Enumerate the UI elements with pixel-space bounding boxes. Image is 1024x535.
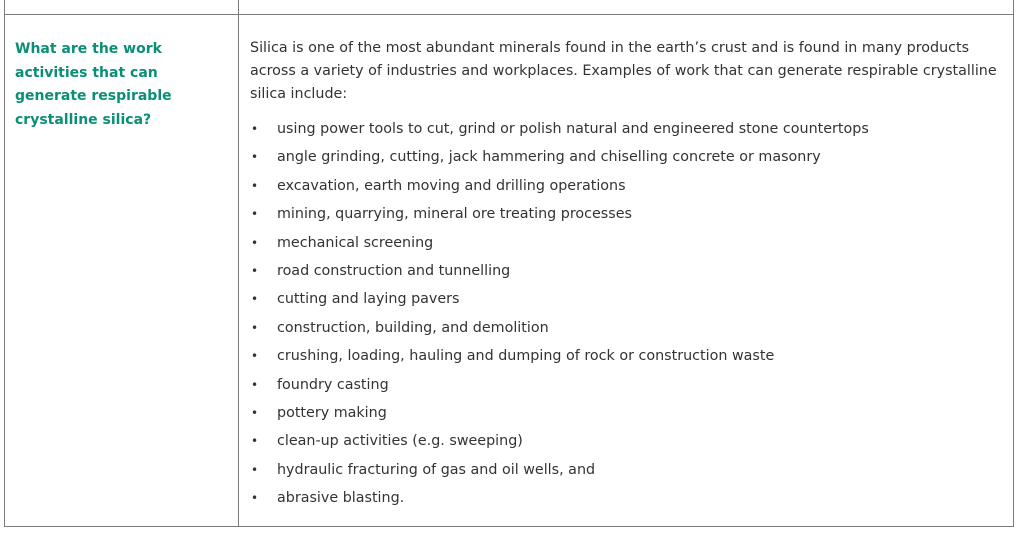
bullet-icon: • — [251, 122, 259, 136]
bullet-icon: • — [251, 292, 259, 307]
column-divider — [238, 0, 239, 527]
list-item — [250, 231, 869, 259]
activity-text: mechanical screening — [277, 234, 434, 251]
bullet-icon: • — [251, 320, 259, 335]
list-item — [250, 429, 869, 457]
activity-text: mining, quarrying, mineral ore treating processes — [277, 206, 632, 223]
bullet-icon: • — [251, 207, 259, 222]
bullet-icon: • — [251, 434, 259, 449]
bullet-icon: • — [251, 150, 259, 165]
list-item — [250, 458, 869, 486]
bullet-icon: • — [251, 263, 259, 278]
activities-list — [250, 117, 869, 514]
activity-text: clean-up activities (e.g. sweeping) — [277, 433, 523, 450]
bullet-icon: • — [251, 405, 259, 420]
list-item — [250, 316, 869, 344]
bullet-icon: • — [251, 377, 259, 392]
activity-text: construction, building, and demolition — [277, 319, 549, 336]
list-item — [250, 486, 869, 514]
list-item — [250, 117, 869, 145]
row-divider — [4, 14, 1014, 15]
answer-intro: Silica is one of the most abundant minerals found in the earth’s crust and is found in many products across a variety of industries and workplaces. Examples of work that can generate respirable crystalline silica include: — [250, 40, 997, 102]
activity-text: angle grinding, cutting, jack hammering and chiselling concrete or masonry — [277, 149, 821, 166]
list-item — [250, 202, 869, 230]
bullet-icon: • — [251, 235, 259, 250]
activity-text: abrasive blasting. — [277, 490, 405, 507]
question-heading: What are the work activities that can generate respirable crystalline silica? — [15, 41, 172, 128]
bullet-icon: • — [251, 349, 259, 364]
activity-text: using power tools to cut, grind or polish natural and engineered stone countertops — [277, 121, 869, 137]
bullet-icon: • — [251, 491, 259, 506]
activity-text: excavation, earth moving and drilling operations — [277, 177, 626, 194]
activity-text: cutting and laying pavers — [277, 291, 460, 308]
activity-text: road construction and tunnelling — [277, 262, 511, 279]
bullet-icon: • — [251, 462, 259, 477]
list-item — [250, 373, 869, 401]
list-item — [250, 259, 869, 287]
activity-text: crushing, loading, hauling and dumping of rock or construction waste — [277, 348, 775, 365]
list-item — [250, 145, 869, 173]
activity-text: pottery making — [277, 404, 387, 421]
list-item — [250, 344, 869, 372]
list-item — [250, 287, 869, 315]
list-item — [250, 174, 869, 202]
bullet-icon: • — [251, 178, 259, 193]
activity-text: hydraulic fracturing of gas and oil wells, and — [277, 461, 596, 478]
activity-text: foundry casting — [277, 376, 389, 393]
list-item — [250, 401, 869, 429]
